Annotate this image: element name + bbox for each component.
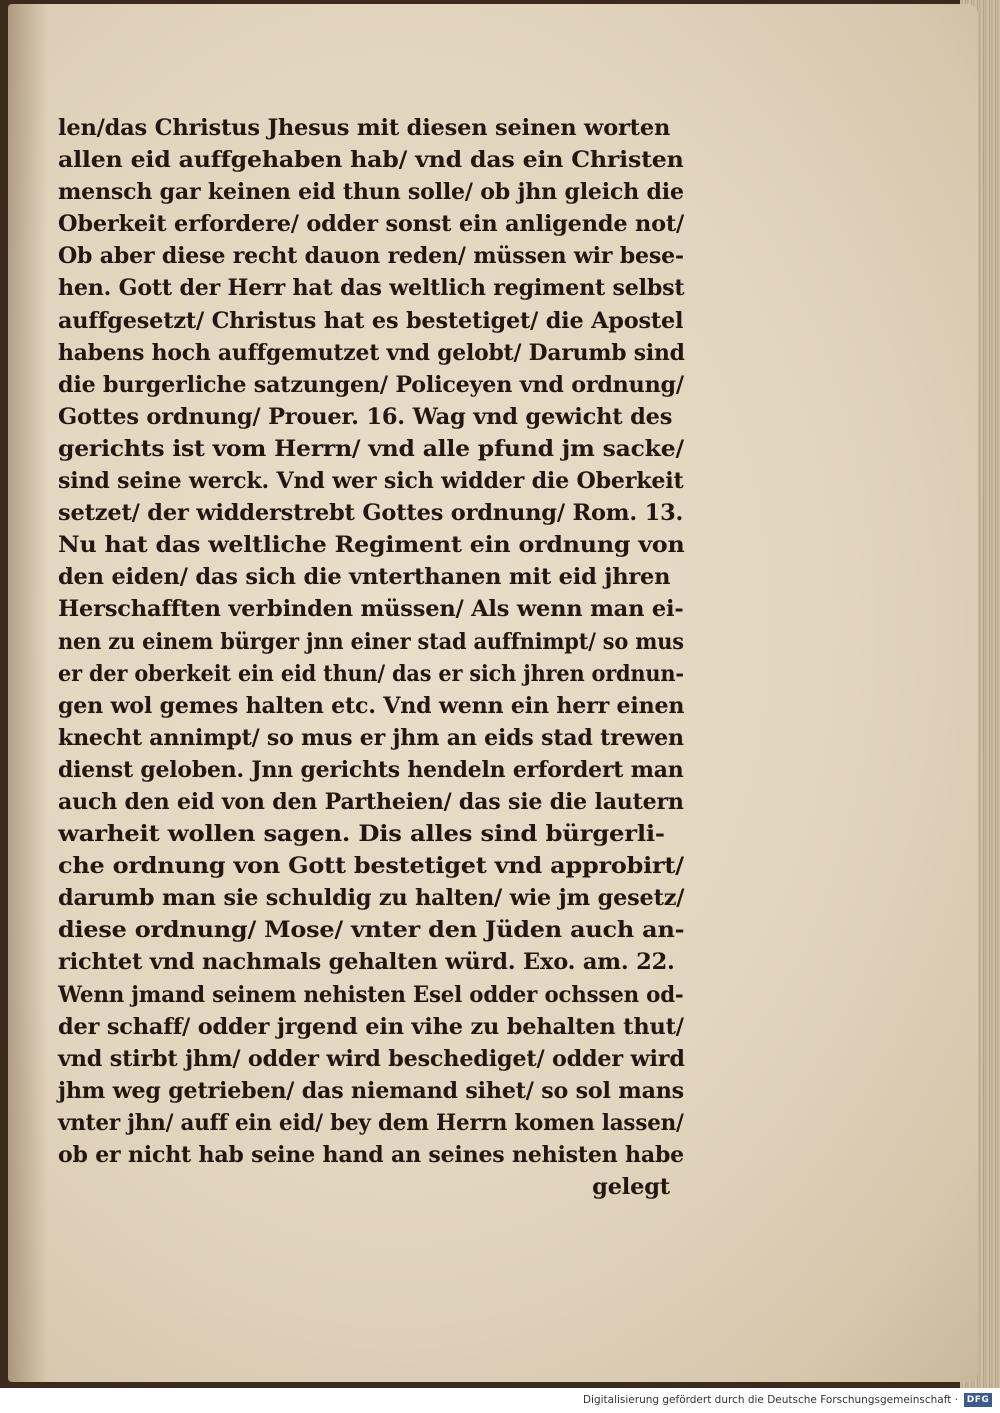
funding-credit: Digitalisierung gefördert durch die Deutsche Forschungsgemeinschaft · — [582, 1394, 958, 1406]
text-line: richtet vnd nachmals gehalten würd. Exo. am. 22. — [58, 949, 675, 976]
text-line: vnd stirbt jhm/ odder wird beschediget/ odder wird — [58, 1045, 685, 1072]
text-line: der schaff/ odder jrgend ein vihe zu behalten thut/ — [58, 1013, 684, 1040]
text-line: gen wol gemes halten etc. Vnd wenn ein herr einen — [58, 692, 685, 719]
text-line: Wenn jmand seinem nehisten Esel odder ochssen od- — [58, 981, 684, 1008]
text-line: habens hoch auffgemutzet vnd gelobt/ Darumb sind — [58, 339, 685, 366]
text-line: Gottes ordnung/ Prouer. 16. Wag vnd gewicht des — [58, 403, 673, 430]
dfg-logo-icon: DFG — [964, 1393, 992, 1407]
text-line: knecht annimpt/ so mus er jhm an eids stad trewen — [58, 724, 684, 751]
text-line: Herschafften verbinden müssen/ Als wenn man ei- — [58, 596, 684, 623]
text-line: diese ordnung/ Mose/ vnter den Jüden auch an- — [58, 917, 685, 944]
catchword: gelegt — [592, 1174, 670, 1201]
text-line: auch den eid von den Partheien/ das sie die lautern — [58, 788, 684, 815]
text-line: Nu hat das weltliche Regiment ein ordnung von — [58, 532, 685, 559]
text-line: die burgerliche satzungen/ Policeyen vnd ordnung/ — [58, 371, 684, 398]
text-line: hen. Gott der Herr hat das weltlich regiment selbst — [58, 275, 685, 302]
text-line: mensch gar keinen eid thun solle/ ob jhn gleich die — [58, 179, 684, 206]
text-line: allen eid auffgehaben hab/ vnd das ein Christen — [58, 147, 684, 174]
text-line: gerichts ist vom Herrn/ vnd alle pfund jm sacke/ — [58, 435, 684, 462]
text-line: sind seine werck. Vnd wer sich widder die Oberkeit — [58, 468, 684, 495]
text-line: den eiden/ das sich die vnterthanen mit eid jhren — [58, 564, 671, 591]
text-line: Ob aber diese recht dauon reden/ müssen wir bese- — [58, 243, 684, 270]
spine-shadow — [8, 4, 48, 1382]
text-line: nen zu einem bürger jnn einer stad auffnimpt/ so mus — [58, 628, 684, 655]
body-text — [58, 112, 684, 1203]
text-line: dienst geloben. Jnn gerichts hendeln erfordert man — [58, 756, 684, 783]
text-line: ob er nicht hab seine hand an seines nehisten habe — [58, 1142, 685, 1168]
text-line: er der oberkeit ein eid thun/ das er sich jhren ordnun- — [58, 660, 684, 687]
text-line: darumb man sie schuldig zu halten/ wie jm gesetz/ — [58, 885, 685, 912]
footer-bar — [0, 1388, 1000, 1413]
text-line: setzet/ der widderstrebt Gottes ordnung/ Rom. 13. — [58, 500, 684, 527]
text-line: che ordnung von Gott bestetiget vnd approbirt/ — [58, 853, 684, 880]
text-line: Oberkeit erfordere/ odder sonst ein anligende not/ — [58, 211, 685, 238]
text-line: vnter jhn/ auff ein eid/ bey dem Herrn komen lassen/ — [58, 1109, 684, 1136]
text-line: warheit wollen sagen. Dis alles sind bürgerli- — [58, 821, 665, 848]
text-line: auffgesetzt/ Christus hat es bestetiget/ die Apostel — [58, 307, 684, 334]
text-line: jhm weg getrieben/ das niemand sihet/ so sol mans — [58, 1077, 684, 1104]
text-line: len/das Christus Jhesus mit diesen seinen worten — [58, 115, 671, 141]
